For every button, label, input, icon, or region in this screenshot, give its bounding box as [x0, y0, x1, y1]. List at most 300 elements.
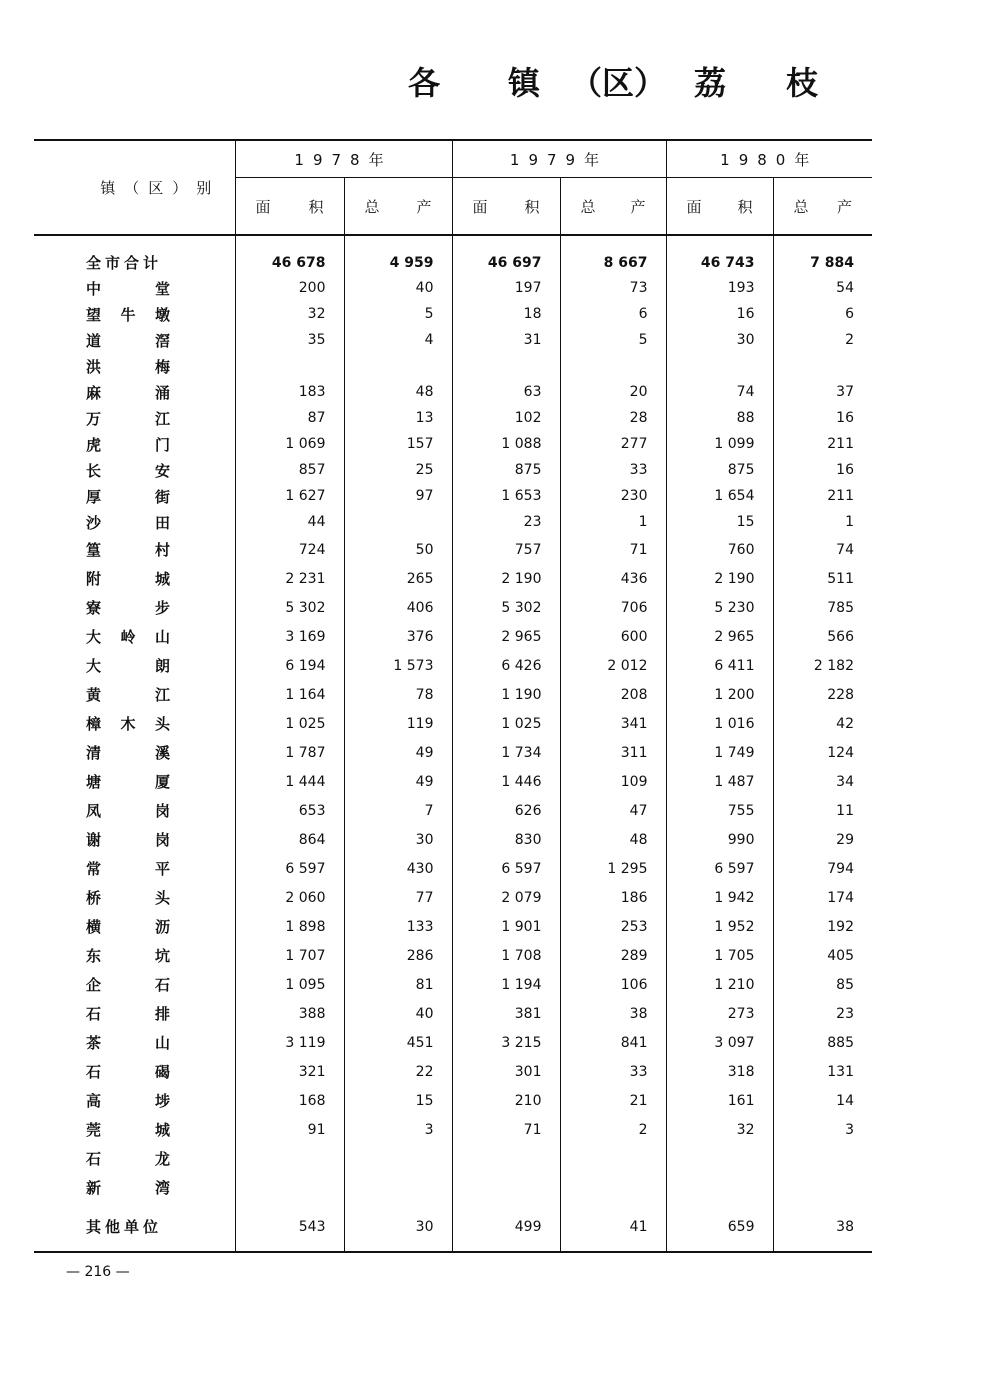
output-cell: 33	[560, 457, 666, 483]
row-label	[34, 796, 235, 825]
area-cell: 626	[452, 796, 560, 825]
row-label	[34, 1173, 235, 1202]
row-label-text: 塘 厦	[86, 773, 170, 791]
row-label	[34, 622, 235, 651]
row-label	[34, 275, 235, 301]
row-label-text: 道 滘	[86, 331, 170, 350]
row-label-text: 樟 木 头	[86, 715, 170, 733]
area-cell: 1 190	[452, 680, 560, 709]
output-cell: 311	[560, 738, 666, 767]
area-cell: 161	[666, 1086, 773, 1115]
table-row	[34, 327, 872, 353]
row-label-text: 洪 梅	[86, 357, 170, 376]
area-cell: 1 088	[452, 431, 560, 457]
table-row	[34, 379, 872, 405]
output-cell: 48	[344, 379, 452, 405]
row-label	[34, 483, 235, 509]
table-row	[34, 854, 872, 883]
table-row	[34, 1202, 872, 1252]
area-cell: 193	[666, 275, 773, 301]
table-row	[34, 1115, 872, 1144]
output-cell: 97	[344, 483, 452, 509]
output-cell: 794	[773, 854, 872, 883]
area-cell: 875	[666, 457, 773, 483]
table-row	[34, 1086, 872, 1115]
area-cell: 6 597	[666, 854, 773, 883]
output-cell: 211	[773, 483, 872, 509]
area-cell: 724	[235, 535, 344, 564]
area-cell: 659	[666, 1202, 773, 1252]
area-header: 面 积	[666, 178, 773, 236]
area-cell	[452, 353, 560, 379]
area-cell: 6 597	[235, 854, 344, 883]
table-row	[34, 509, 872, 535]
area-cell: 88	[666, 405, 773, 431]
row-label-text: 长 安	[86, 461, 170, 480]
output-cell: 2	[773, 327, 872, 353]
table-row	[34, 680, 872, 709]
table-row	[34, 431, 872, 457]
area-cell: 183	[235, 379, 344, 405]
output-header: 总 产	[773, 178, 872, 236]
output-cell	[344, 1144, 452, 1173]
area-header: 面 积	[235, 178, 344, 236]
row-label-text: 中 堂	[86, 279, 170, 298]
area-cell: 5 302	[235, 593, 344, 622]
output-cell: 22	[344, 1057, 452, 1086]
output-cell: 1	[560, 509, 666, 535]
row-label	[34, 1057, 235, 1086]
output-cell	[773, 353, 872, 379]
output-cell: 5	[560, 327, 666, 353]
area-cell: 499	[452, 1202, 560, 1252]
row-label-text: 谢 岗	[86, 831, 170, 849]
output-cell: 42	[773, 709, 872, 738]
row-label-text: 厚 街	[86, 487, 170, 506]
output-cell: 11	[773, 796, 872, 825]
area-cell: 321	[235, 1057, 344, 1086]
output-cell: 406	[344, 593, 452, 622]
title-char: （区）	[570, 64, 667, 102]
area-cell	[452, 1144, 560, 1173]
area-cell: 30	[666, 327, 773, 353]
area-cell: 6 194	[235, 651, 344, 680]
area-cell: 757	[452, 535, 560, 564]
area-cell: 44	[235, 509, 344, 535]
output-cell: 430	[344, 854, 452, 883]
area-cell: 830	[452, 825, 560, 854]
area-cell: 543	[235, 1202, 344, 1252]
area-cell	[452, 1173, 560, 1202]
area-cell: 857	[235, 457, 344, 483]
output-cell: 5	[344, 301, 452, 327]
row-label-text: 全 市 合 计	[86, 254, 163, 272]
output-cell: 40	[344, 999, 452, 1028]
table-row	[34, 275, 872, 301]
area-cell: 5 230	[666, 593, 773, 622]
output-cell: 85	[773, 970, 872, 999]
page-number: — 216 —	[66, 1264, 130, 1280]
area-cell: 102	[452, 405, 560, 431]
output-cell: 34	[773, 767, 872, 796]
area-cell: 1 200	[666, 680, 773, 709]
area-cell: 3 097	[666, 1028, 773, 1057]
area-cell: 15	[666, 509, 773, 535]
area-cell: 71	[452, 1115, 560, 1144]
area-cell: 1 654	[666, 483, 773, 509]
area-cell: 864	[235, 825, 344, 854]
table-row	[34, 941, 872, 970]
output-header: 总 产	[560, 178, 666, 236]
area-cell: 2 965	[452, 622, 560, 651]
area-cell: 1 952	[666, 912, 773, 941]
row-label	[34, 301, 235, 327]
output-cell: 1 295	[560, 854, 666, 883]
title-char: 镇	[508, 64, 541, 102]
area-cell: 1 749	[666, 738, 773, 767]
row-label	[34, 405, 235, 431]
row-label	[34, 593, 235, 622]
output-cell: 33	[560, 1057, 666, 1086]
area-cell: 1 099	[666, 431, 773, 457]
output-cell: 265	[344, 564, 452, 593]
row-label	[34, 431, 235, 457]
output-cell: 23	[773, 999, 872, 1028]
row-label-text: 篁 村	[86, 541, 170, 559]
area-cell: 1 627	[235, 483, 344, 509]
area-cell: 168	[235, 1086, 344, 1115]
table-row	[34, 535, 872, 564]
area-cell	[235, 1144, 344, 1173]
output-cell: 208	[560, 680, 666, 709]
output-cell: 78	[344, 680, 452, 709]
output-cell: 81	[344, 970, 452, 999]
output-cell: 16	[773, 457, 872, 483]
table-row	[34, 883, 872, 912]
output-cell: 785	[773, 593, 872, 622]
area-cell: 1 734	[452, 738, 560, 767]
area-cell: 74	[666, 379, 773, 405]
row-label	[34, 1115, 235, 1144]
row-label	[34, 709, 235, 738]
table-row	[34, 593, 872, 622]
table-row	[34, 651, 872, 680]
table-body	[34, 235, 872, 1252]
row-label-text: 桥 头	[86, 889, 170, 907]
row-label-text: 万 江	[86, 409, 170, 428]
area-cell: 2 231	[235, 564, 344, 593]
year-header: 1978年	[235, 140, 452, 178]
area-cell: 1 705	[666, 941, 773, 970]
area-cell: 755	[666, 796, 773, 825]
output-cell: 15	[344, 1086, 452, 1115]
output-cell: 230	[560, 483, 666, 509]
area-cell: 35	[235, 327, 344, 353]
table-row	[34, 353, 872, 379]
year-header: 1980年	[666, 140, 872, 178]
area-cell: 1 898	[235, 912, 344, 941]
row-label	[34, 738, 235, 767]
row-label-text: 虎 门	[86, 435, 170, 454]
output-cell: 133	[344, 912, 452, 941]
row-label-text: 茶 山	[86, 1034, 170, 1052]
row-label	[34, 535, 235, 564]
area-cell: 210	[452, 1086, 560, 1115]
output-cell: 186	[560, 883, 666, 912]
output-cell: 1 573	[344, 651, 452, 680]
area-cell: 1 787	[235, 738, 344, 767]
row-label	[34, 651, 235, 680]
area-cell: 1 025	[235, 709, 344, 738]
area-cell: 990	[666, 825, 773, 854]
output-cell: 566	[773, 622, 872, 651]
output-cell: 74	[773, 535, 872, 564]
area-cell: 3 169	[235, 622, 344, 651]
row-label-text: 新 湾	[86, 1179, 170, 1197]
output-cell: 451	[344, 1028, 452, 1057]
output-cell: 14	[773, 1086, 872, 1115]
area-cell: 1 025	[452, 709, 560, 738]
area-cell: 1 444	[235, 767, 344, 796]
output-cell: 106	[560, 970, 666, 999]
data-table	[34, 139, 872, 1253]
area-cell: 197	[452, 275, 560, 301]
table-row	[34, 457, 872, 483]
output-cell: 20	[560, 379, 666, 405]
output-cell: 30	[344, 825, 452, 854]
output-cell: 38	[560, 999, 666, 1028]
table-row	[34, 1057, 872, 1086]
output-cell: 71	[560, 535, 666, 564]
row-label	[34, 825, 235, 854]
area-cell: 1 901	[452, 912, 560, 941]
row-label-text: 沙 田	[86, 513, 170, 532]
output-cell: 405	[773, 941, 872, 970]
row-label	[34, 999, 235, 1028]
area-cell: 5 302	[452, 593, 560, 622]
output-cell	[560, 353, 666, 379]
area-cell: 273	[666, 999, 773, 1028]
page-title	[408, 58, 828, 102]
table-row	[34, 999, 872, 1028]
output-cell: 48	[560, 825, 666, 854]
output-cell: 7 884	[773, 235, 872, 275]
table-row	[34, 796, 872, 825]
output-cell: 376	[344, 622, 452, 651]
area-cell: 63	[452, 379, 560, 405]
output-cell: 28	[560, 405, 666, 431]
output-cell: 2	[560, 1115, 666, 1144]
area-cell: 18	[452, 301, 560, 327]
area-cell: 1 708	[452, 941, 560, 970]
area-cell: 46 697	[452, 235, 560, 275]
row-label-text: 附 城	[86, 570, 170, 588]
area-cell: 1 653	[452, 483, 560, 509]
area-cell: 1 095	[235, 970, 344, 999]
area-cell: 2 190	[452, 564, 560, 593]
output-cell: 4 959	[344, 235, 452, 275]
row-label	[34, 564, 235, 593]
output-cell: 16	[773, 405, 872, 431]
table-row	[34, 1173, 872, 1202]
row-label	[34, 912, 235, 941]
table-row	[34, 767, 872, 796]
area-cell: 6 597	[452, 854, 560, 883]
output-cell: 50	[344, 535, 452, 564]
row-label	[34, 327, 235, 353]
area-cell: 1 164	[235, 680, 344, 709]
area-cell: 32	[666, 1115, 773, 1144]
area-cell: 1 707	[235, 941, 344, 970]
output-cell	[344, 509, 452, 535]
row-label	[34, 970, 235, 999]
output-cell: 41	[560, 1202, 666, 1252]
row-label-text: 东 坑	[86, 947, 170, 965]
area-cell: 3 215	[452, 1028, 560, 1057]
row-label-text: 企 石	[86, 976, 170, 994]
area-cell: 2 190	[666, 564, 773, 593]
row-label	[34, 509, 235, 535]
output-header: 总 产	[344, 178, 452, 236]
stub-header: 镇（区）别	[34, 140, 235, 235]
area-cell	[666, 1144, 773, 1173]
output-cell	[344, 1173, 452, 1202]
table-row	[34, 912, 872, 941]
area-cell: 91	[235, 1115, 344, 1144]
area-cell: 16	[666, 301, 773, 327]
row-label-text: 望 牛 墩	[86, 305, 170, 324]
row-label-text: 凤 岗	[86, 802, 170, 820]
output-cell: 124	[773, 738, 872, 767]
row-label-text: 常 平	[86, 860, 170, 878]
output-cell: 1	[773, 509, 872, 535]
output-cell	[773, 1144, 872, 1173]
area-cell: 301	[452, 1057, 560, 1086]
row-label-text: 大 朗	[86, 657, 170, 675]
output-cell: 119	[344, 709, 452, 738]
row-label-text: 其 他 单 位	[86, 1218, 163, 1236]
table-row	[34, 483, 872, 509]
output-cell: 6	[773, 301, 872, 327]
row-label	[34, 379, 235, 405]
table-row	[34, 970, 872, 999]
area-cell: 2 079	[452, 883, 560, 912]
output-cell: 174	[773, 883, 872, 912]
area-cell: 1 210	[666, 970, 773, 999]
area-cell: 760	[666, 535, 773, 564]
area-cell: 381	[452, 999, 560, 1028]
output-cell	[773, 1173, 872, 1202]
output-cell: 37	[773, 379, 872, 405]
output-cell: 341	[560, 709, 666, 738]
row-label-text: 莞 城	[86, 1121, 170, 1139]
output-cell: 13	[344, 405, 452, 431]
output-cell: 885	[773, 1028, 872, 1057]
output-cell: 2 012	[560, 651, 666, 680]
output-cell: 706	[560, 593, 666, 622]
area-cell: 2 060	[235, 883, 344, 912]
output-cell: 277	[560, 431, 666, 457]
area-cell: 200	[235, 275, 344, 301]
area-cell	[666, 1173, 773, 1202]
year-header: 1979年	[452, 140, 666, 178]
row-label-text: 横 沥	[86, 918, 170, 936]
row-label-text: 大 岭 山	[86, 628, 170, 646]
output-cell	[344, 353, 452, 379]
row-label	[34, 854, 235, 883]
output-cell: 30	[344, 1202, 452, 1252]
output-cell: 841	[560, 1028, 666, 1057]
area-cell: 32	[235, 301, 344, 327]
row-label-text: 高 埗	[86, 1092, 170, 1110]
area-cell	[235, 1173, 344, 1202]
row-label	[34, 680, 235, 709]
output-cell: 8 667	[560, 235, 666, 275]
row-label	[34, 1086, 235, 1115]
table-row	[34, 1144, 872, 1173]
table-row	[34, 622, 872, 651]
area-cell: 1 487	[666, 767, 773, 796]
output-cell: 38	[773, 1202, 872, 1252]
area-cell: 875	[452, 457, 560, 483]
table-row	[34, 405, 872, 431]
row-label	[34, 767, 235, 796]
row-label	[34, 1028, 235, 1057]
area-cell	[235, 353, 344, 379]
table-row-total	[34, 235, 872, 275]
output-cell: 49	[344, 767, 452, 796]
area-cell: 1 446	[452, 767, 560, 796]
row-label	[34, 1202, 235, 1252]
output-cell: 109	[560, 767, 666, 796]
area-cell: 6 411	[666, 651, 773, 680]
row-label	[34, 941, 235, 970]
table-row	[34, 1028, 872, 1057]
area-cell: 23	[452, 509, 560, 535]
row-label	[34, 235, 235, 275]
title-char: 枝	[786, 64, 819, 102]
table-row	[34, 825, 872, 854]
output-cell: 600	[560, 622, 666, 651]
row-label-text: 黄 江	[86, 686, 170, 704]
area-header: 面 积	[452, 178, 560, 236]
output-cell: 436	[560, 564, 666, 593]
output-cell: 40	[344, 275, 452, 301]
row-label-text: 寮 步	[86, 599, 170, 617]
area-cell: 388	[235, 999, 344, 1028]
output-cell: 4	[344, 327, 452, 353]
output-cell: 21	[560, 1086, 666, 1115]
title-char: 荔	[694, 64, 727, 102]
output-cell: 25	[344, 457, 452, 483]
output-cell	[560, 1144, 666, 1173]
output-cell: 131	[773, 1057, 872, 1086]
area-cell	[666, 353, 773, 379]
area-cell: 3 119	[235, 1028, 344, 1057]
area-cell: 1 069	[235, 431, 344, 457]
area-cell: 653	[235, 796, 344, 825]
output-cell: 3	[344, 1115, 452, 1144]
output-cell: 228	[773, 680, 872, 709]
area-cell: 87	[235, 405, 344, 431]
row-label	[34, 883, 235, 912]
output-cell: 29	[773, 825, 872, 854]
table-row	[34, 301, 872, 327]
area-cell: 1 016	[666, 709, 773, 738]
output-cell: 2 182	[773, 651, 872, 680]
output-cell: 54	[773, 275, 872, 301]
output-cell: 253	[560, 912, 666, 941]
